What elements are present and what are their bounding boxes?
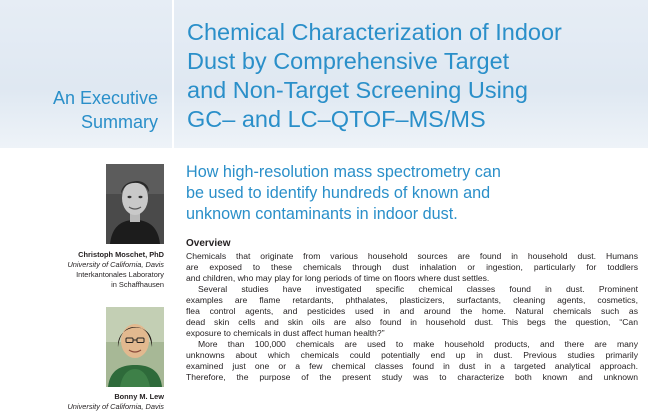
title-line: Chemical Characterization of Indoor — [187, 19, 562, 45]
overview-heading: Overview — [186, 238, 231, 249]
text-line: and children, who may play for long periods of time on floors where dust settles. — [186, 273, 490, 283]
author-name: Bonny M. Lew — [114, 392, 164, 401]
text-line: are exposed to these chemicals through dust inhalation or ingestion, particularly for toddlers — [186, 262, 638, 272]
paragraph — [186, 251, 638, 284]
author-affiliation-extra: in Schaffhausen — [111, 280, 164, 289]
executive-summary-kicker — [0, 86, 158, 134]
author-affiliation: University of California, Davis — [67, 260, 164, 269]
text-line: examples are flame retardants, phthalates, plasticizers, surfactants, cleaning agents, cosmetics, — [186, 295, 638, 305]
overview-section — [186, 238, 638, 383]
author-photo-lew — [106, 307, 164, 387]
kicker-line: An Executive — [52, 88, 158, 108]
text-line: Chemicals that originate from various household sources are found in household dust. Humans — [186, 251, 638, 261]
author-caption-1 — [4, 250, 164, 290]
text-line: More than 100,000 chemicals are used to make household products, and there are many — [198, 339, 638, 349]
title-line: GC– and LC–QTOF–MS/MS — [187, 106, 486, 132]
text-line: exposure to chemicals in dust affect human health?” — [186, 328, 385, 338]
subtitle — [186, 162, 626, 225]
subtitle-line: How high-resolution mass spectrometry can — [186, 163, 501, 181]
subtitle-line: be used to identify hundreds of known and — [186, 184, 491, 202]
author-affiliation-extra: Interkantonales Laboratory — [76, 270, 164, 279]
text-line: Several studies have investigated specific chemical classes found in dust. Prominent — [198, 284, 638, 294]
kicker-line: Summary — [80, 112, 158, 132]
portrait-image — [106, 164, 164, 244]
text-line: unknowns about which chemicals could potentially end up in dust. Previous studies primarily — [186, 350, 638, 360]
subtitle-line: unknown contaminants in indoor dust. — [186, 205, 458, 223]
title-line: and Non-Target Screening Using — [187, 77, 528, 103]
title-line: Dust by Comprehensive Target — [187, 48, 510, 74]
header-divider — [172, 0, 174, 148]
portrait-image — [106, 307, 164, 387]
page-title — [187, 18, 637, 134]
text-line: dead skin cells and skin oils are also found in household dust. This begs the question, “Can — [186, 317, 638, 327]
author-affiliation: University of California, Davis — [67, 402, 164, 411]
author-photo-moschet — [106, 164, 164, 244]
text-line: examined just one or a few chemical classes found in dust in a targeted analytical approach. — [186, 361, 638, 371]
text-line: Therefore, the purpose of the present study was to characterize both known and unknown — [186, 372, 638, 382]
paragraph — [186, 284, 638, 339]
text-line: flea control agents, and pesticides used in and around the home. Natural chemicals such as — [186, 306, 638, 316]
author-name: Christoph Moschet, PhD — [78, 250, 164, 259]
paragraph — [186, 339, 638, 383]
author-caption-2 — [4, 392, 164, 412]
